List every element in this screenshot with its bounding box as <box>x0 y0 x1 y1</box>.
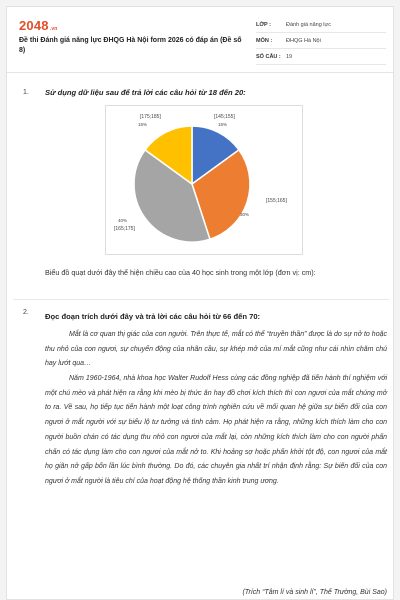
slice-label: [145;155] <box>214 114 235 120</box>
question-number: 1. <box>23 89 29 96</box>
slice-label: [155;165] <box>266 198 287 204</box>
site-logo[interactable] <box>19 18 58 33</box>
question-prompt: Đọc đoạn trích dưới đây và trả lời các câu hỏi từ 66 đến 70: <box>45 312 261 321</box>
pie-chart <box>105 105 303 255</box>
meta-row-subject <box>256 33 386 49</box>
header <box>7 7 393 73</box>
exam-sheet <box>6 6 394 600</box>
slice-label: [175;185] <box>140 114 161 120</box>
slice-percent-label: 15% <box>138 122 148 127</box>
slice-percent-label: 40% <box>118 218 128 223</box>
passage-paragraph: Năm 1960-1964, nhà khoa học Walter Rudolf Hess cùng các đồng nghiệp đã tiến hành thí nghiệm với một chú mèo và phát hiện ra rằng khi mèo bị thức ăn hay đồ chơi kích thích thì con ngươi của mắt chúng mở to ra. Về sau, họ tiếp tục tiến hành một loạt công trình nghiên cứu về mối quan hệ giữa sự biến đổi của con ngươi ở mắt người với sự biểu lộ tư tưởng và tình cảm. Họ phát hiện ra rằng, những kích thích làm cho con người buồn chán có tác dụng thu nhỏ con ngươi của mắt lại, còn những kích thích làm cho con người phấn chấn có tác dụng làm cho con ngươi của mắt nở to. Khi hoảng sợ hoặc phấn khởi tột độ, con ngươi của mắt họ giãn nở gấp bốn lần lúc bình thường. Do đó, các chuyên gia nhất trí nhận định rằng: Sự biến đổi của con ngươi ở mắt người là tiêu chí của hoạt động hệ thống thần kinh trung ương. <box>45 375 387 485</box>
document-title: Đề thi Đánh giá năng lực ĐHQG Hà Nội form 2026 có đáp án (Đề số 8) <box>19 37 242 55</box>
meta-value: ĐHQG Hà Nội <box>286 37 321 44</box>
passage-paragraph: Mắt là cơ quan thị giác của con người. Trên thực tế, mắt có thể “truyền thần” được là do sự nở to hoặc thu nhỏ của con ngươi, sự chuyển động của nhãn cầu, sự khép mở của mí mắt cũng như cái nhìn chăm chú hay lướt qua… <box>45 331 387 368</box>
logo-text: 2048 <box>19 18 49 33</box>
logo-suffix: .vn <box>49 26 58 32</box>
meta-row-count <box>256 49 386 65</box>
slice-percent-label: 15% <box>218 122 228 127</box>
meta-value: 19 <box>286 53 293 60</box>
meta-label: LỚP : <box>256 21 271 28</box>
question-prompt: Sử dụng dữ liệu sau để trả lời các câu hỏi từ 18 đến 20: <box>45 88 246 97</box>
slice-label: [165;175] <box>114 226 135 232</box>
meta-label: MÔN : <box>256 37 273 44</box>
meta-row-class <box>256 17 386 33</box>
slice-percent-label: 30% <box>240 212 250 217</box>
passage-source: (Trích “Tâm lí và sinh lí”, Thế Trường, Bùi Sao) <box>242 589 387 596</box>
pie-chart-svg <box>106 106 304 256</box>
meta-table <box>256 17 386 65</box>
meta-label: SỐ CÂU : <box>256 53 281 60</box>
divider <box>13 299 389 300</box>
reading-passage <box>45 328 387 490</box>
meta-value: Đánh giá năng lực <box>286 21 331 28</box>
chart-caption: Biểu đồ quạt dưới đây thể hiện chiều cao của 40 học sinh trong một lớp (đơn vị: cm): <box>45 268 316 277</box>
question-number: 2. <box>23 309 29 316</box>
